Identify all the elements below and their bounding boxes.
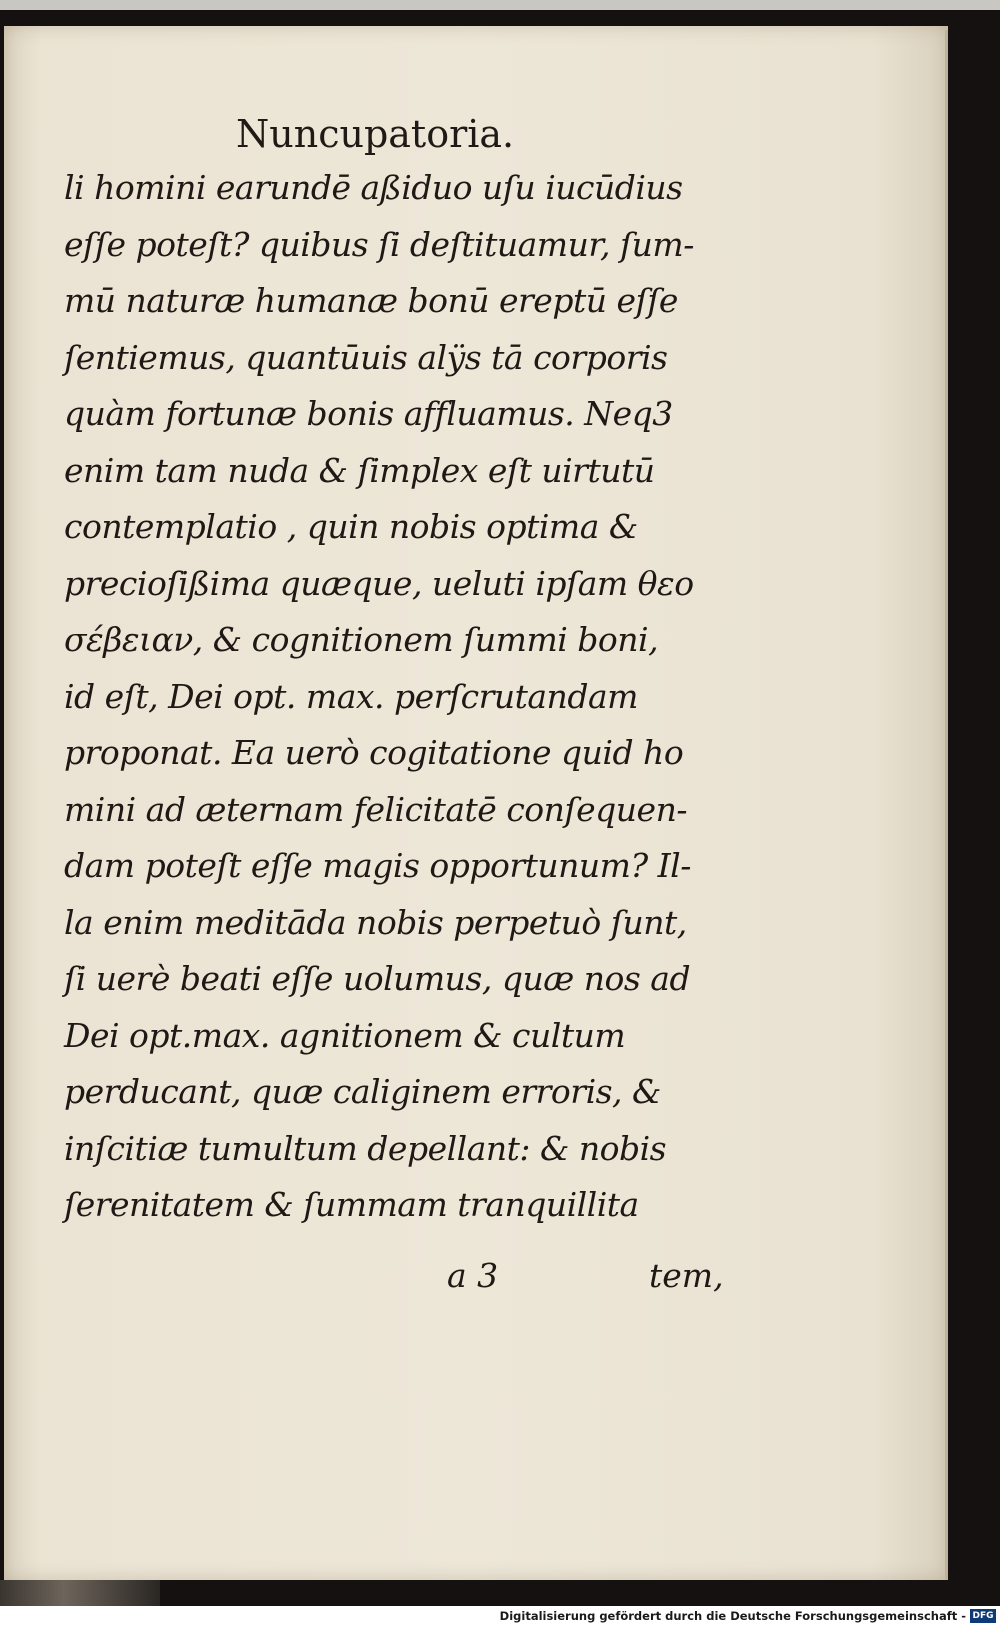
scan-top-bar xyxy=(0,0,1000,10)
credit-text: Digitalisierung gefördert durch die Deutsche Forschungsgemeinschaft - xyxy=(499,1609,966,1623)
text-line: ſerenitatem & ſummam tranquillita xyxy=(64,1185,639,1224)
dfg-logo: DFG xyxy=(970,1609,996,1623)
text-line: mū naturæ humanæ bonū ereptū eſſe xyxy=(64,281,678,320)
text-line: eſſe poteſt? quibus ſi deſtituamur, ſum- xyxy=(64,224,694,264)
footer-credit xyxy=(0,1606,1000,1626)
text-line: perducant, quæ caliginem erroris, & xyxy=(64,1072,661,1111)
text-line: dam poteſt eſſe magis opportunum? Il- xyxy=(64,846,691,885)
text-line: ſentiemus, quantūuis alÿs tā corporis xyxy=(64,337,668,377)
running-head: Nuncupatoria. xyxy=(236,112,515,156)
body-text xyxy=(64,160,694,1234)
text-line: la enim meditāda nobis perpetuò ſunt, xyxy=(64,902,687,942)
text-line: enim tam nuda & ſimplex eſt uirtutū xyxy=(64,450,655,490)
binding-strip xyxy=(0,1580,160,1606)
text-line: mini ad æternam felicitatē conſequen- xyxy=(64,789,687,829)
catchword: tem, xyxy=(649,1256,724,1295)
text-line: σέβειαν, & cognitionem ſummi boni, xyxy=(64,620,659,659)
text-line: contemplatio , quin nobis optima & xyxy=(64,507,638,546)
text-line: inſcitiæ tumultum depellant: & nobis xyxy=(64,1128,667,1168)
text-line: Dei opt.max. agnitionem & cultum xyxy=(64,1015,626,1055)
text-line: li homini earundē aßiduo uſu iucūdius xyxy=(64,168,683,207)
text-line: id eſt, Dei opt. max. perſcrutandam xyxy=(64,676,638,716)
text-line: proponat. Ea uerò cogitatione quid ho xyxy=(64,733,684,772)
page-foot xyxy=(64,1248,724,1304)
page-edge xyxy=(945,30,948,1580)
text-line: precioſißima quæque, ueluti ipſam θεο xyxy=(64,563,694,603)
text-line: quàm fortunæ bonis affluamus. Neq3 xyxy=(64,394,673,433)
text-line: ſi uerè beati eſſe uolumus, quæ nos ad xyxy=(64,959,691,998)
signature-mark: a 3 xyxy=(447,1256,499,1295)
